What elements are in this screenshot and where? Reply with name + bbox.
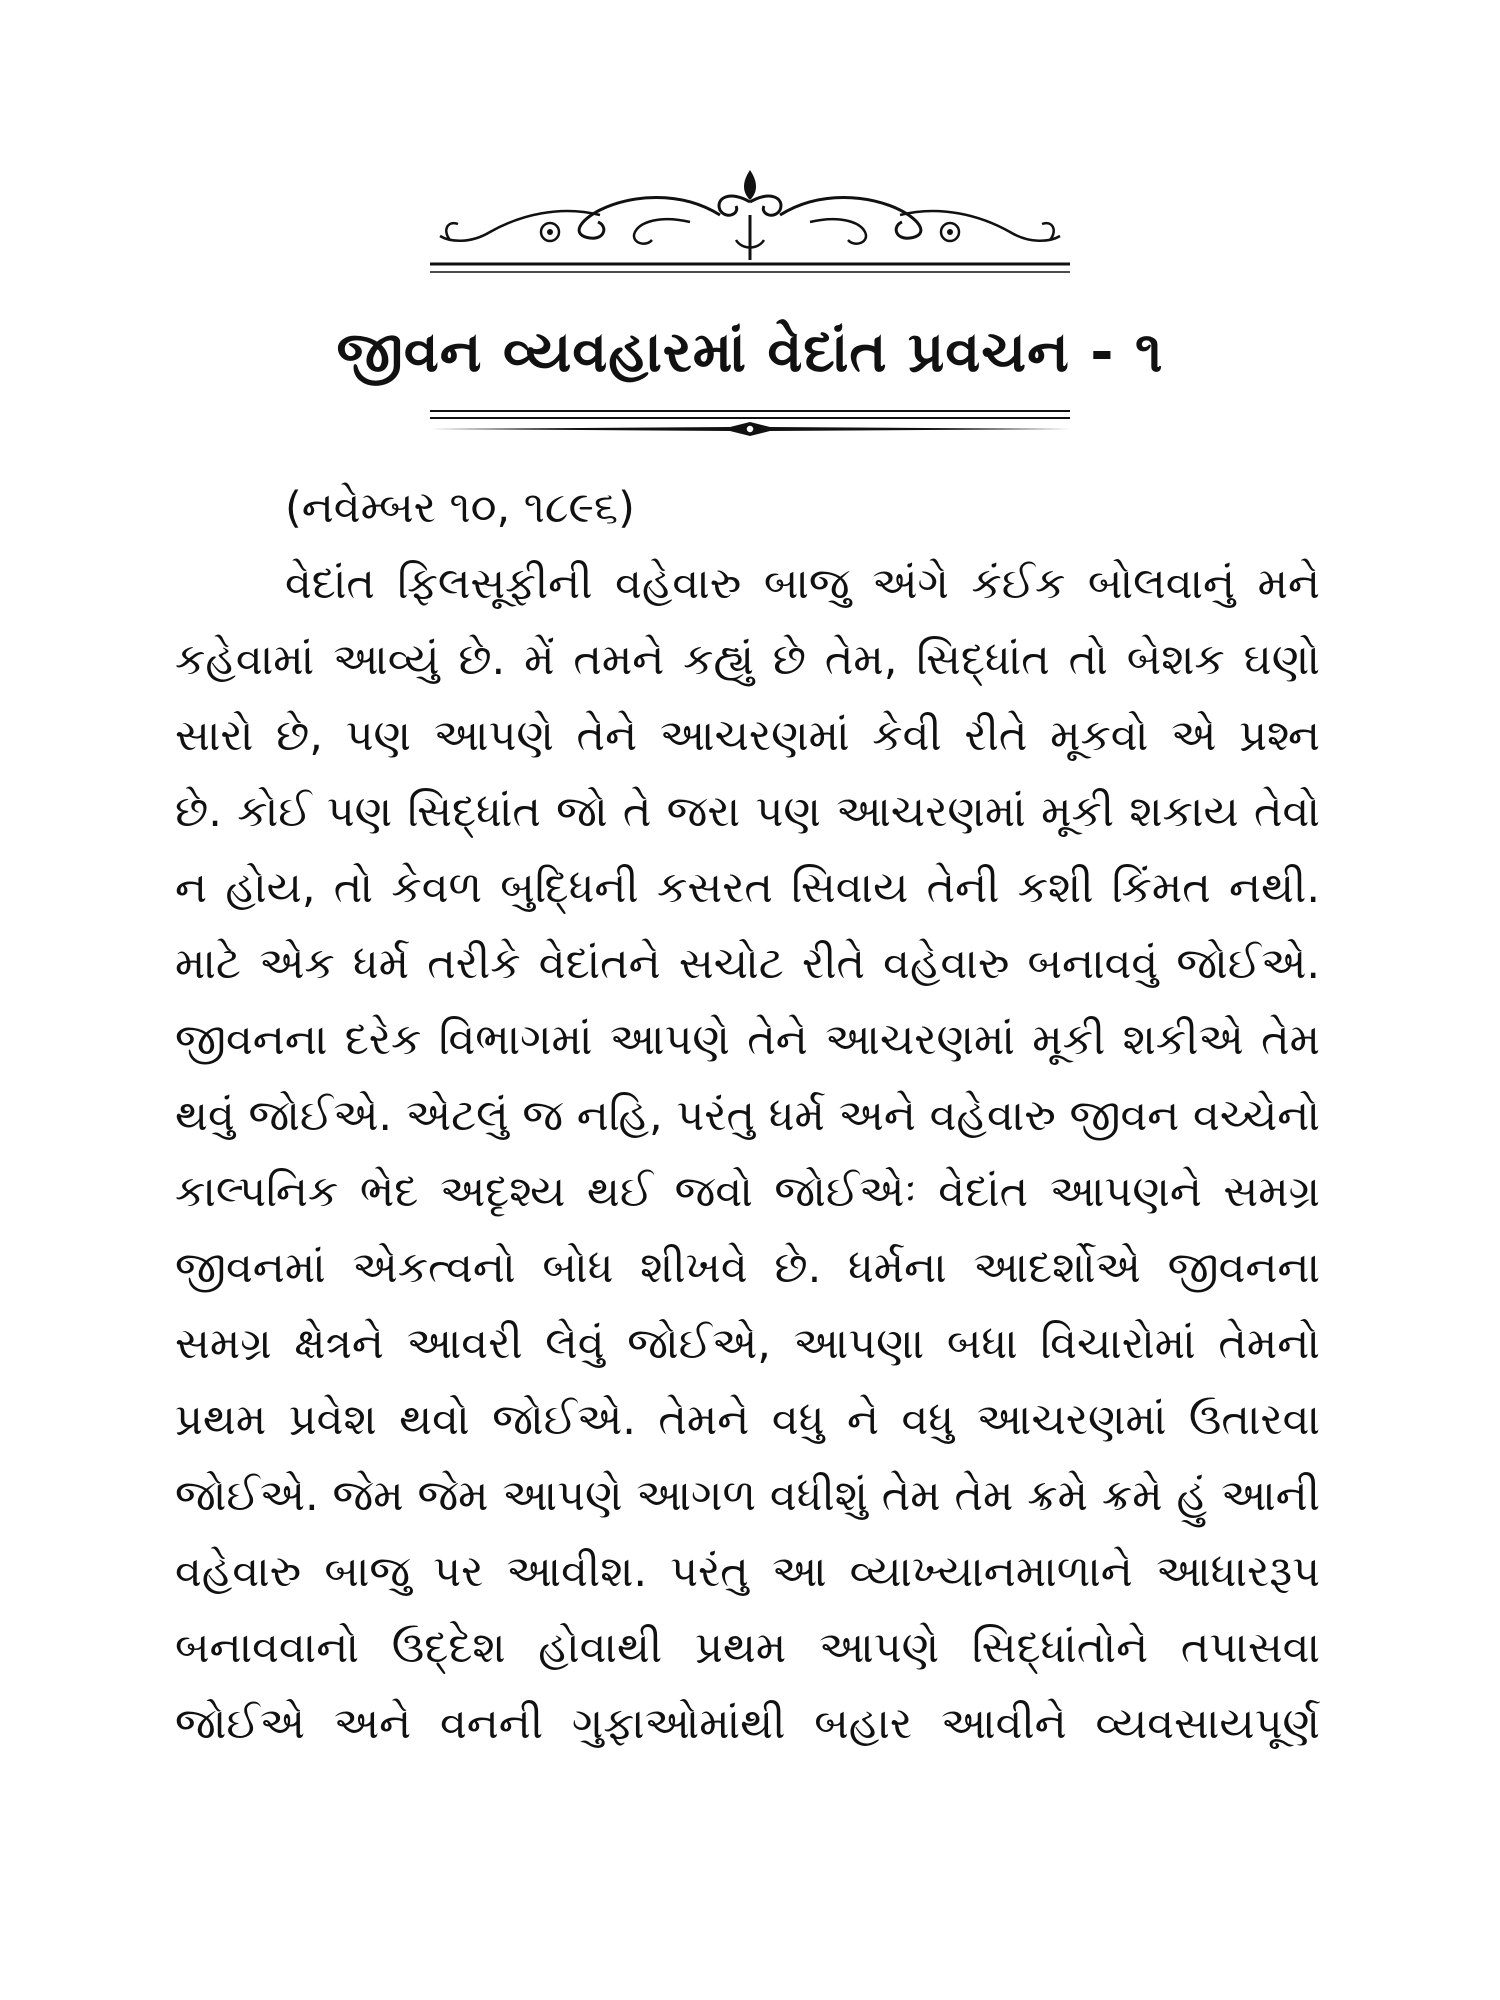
paragraph-line: ન હોય, તો કેવળ બુદ્ધિની કસરત સિવાય તેની કશી કિંમત નથી.	[175, 863, 1320, 913]
paragraph-line: બનાવવાનો ઉદ્દેશ હોવાથી પ્રથમ આપણે સિદ્ધાંતોને તપાસવા	[175, 1623, 1320, 1673]
paragraph-line: જોઈએ. જેમ જેમ આપણે આગળ વધીશું તેમ તેમ ક્રમે ક્રમે હું આની	[175, 1471, 1320, 1521]
paragraph-line: માટે એક ધર્મ તરીકે વેદાંતને સચોટ રીતે વહેવારુ બનાવવું જોઈએ.	[175, 939, 1320, 989]
paragraph-line: જીવનના દરેક વિભાગમાં આપણે તેને આચરણમાં મૂકી શકીએ તેમ	[175, 1015, 1320, 1065]
paragraph-line: કાલ્પનિક ભેદ અદૃશ્ય થઈ જવો જોઈએઃ વેદાંત આપણને સમગ્ર	[175, 1167, 1320, 1217]
date-line: (નવેમ્બર ૧૦, ૧૮૯૬)	[285, 483, 635, 533]
paragraph-line: કહેવામાં આવ્યું છે. મેં તમને કહ્યું છે તેમ, સિદ્ધાંત તો બેશક ઘણો	[175, 635, 1320, 685]
paragraph-line: છે. કોઈ પણ સિદ્ધાંત જો તે જરા પણ આચરણમાં મૂકી શકાય તેવો	[175, 787, 1320, 837]
decorative-flourish-icon	[430, 160, 1070, 280]
paragraph-line: સારો છે, પણ આપણે તેને આચરણમાં કેવી રીતે મૂકવો એ પ્રશ્ન	[175, 711, 1320, 761]
paragraph-line: વેદાંત ફિલસૂફીની વહેવારુ બાજુ અંગે કંઈક બોલવાનું મને	[285, 559, 1320, 609]
title-divider	[430, 405, 1070, 445]
paragraph-line: જોઈએ અને વનની ગુફાઓમાંથી બહાર આવીને વ્યવસાયપૂર્ણ	[175, 1699, 1320, 1749]
paragraph-line: સમગ્ર ક્ષેત્રને આવરી લેવું જોઈએ, આપણા બધા વિચારોમાં તેમનો	[175, 1319, 1320, 1369]
body-text	[175, 470, 1320, 1762]
paragraph-line: વહેવારુ બાજુ પર આવીશ. પરંતુ આ વ્યાખ્યાનમાળાને આધારરૂપ	[175, 1547, 1320, 1597]
page-title: જીવન વ્યવહારમાં વેદાંત પ્રવચન - ૧	[336, 320, 1164, 385]
paragraph-line: પ્રથમ પ્રવેશ થવો જોઈએ. તેમને વધુ ને વધુ આચરણમાં ઉતારવા	[175, 1395, 1320, 1445]
paragraph-line: જીવનમાં એકત્વનો બોધ શીખવે છે. ધર્મના આદર્શોએ જીવનના	[175, 1243, 1320, 1293]
paragraph-line: થવું જોઈએ. એટલું જ નહિ, પરંતુ ધર્મ અને વહેવારુ જીવન વચ્ચેનો	[175, 1091, 1320, 1141]
